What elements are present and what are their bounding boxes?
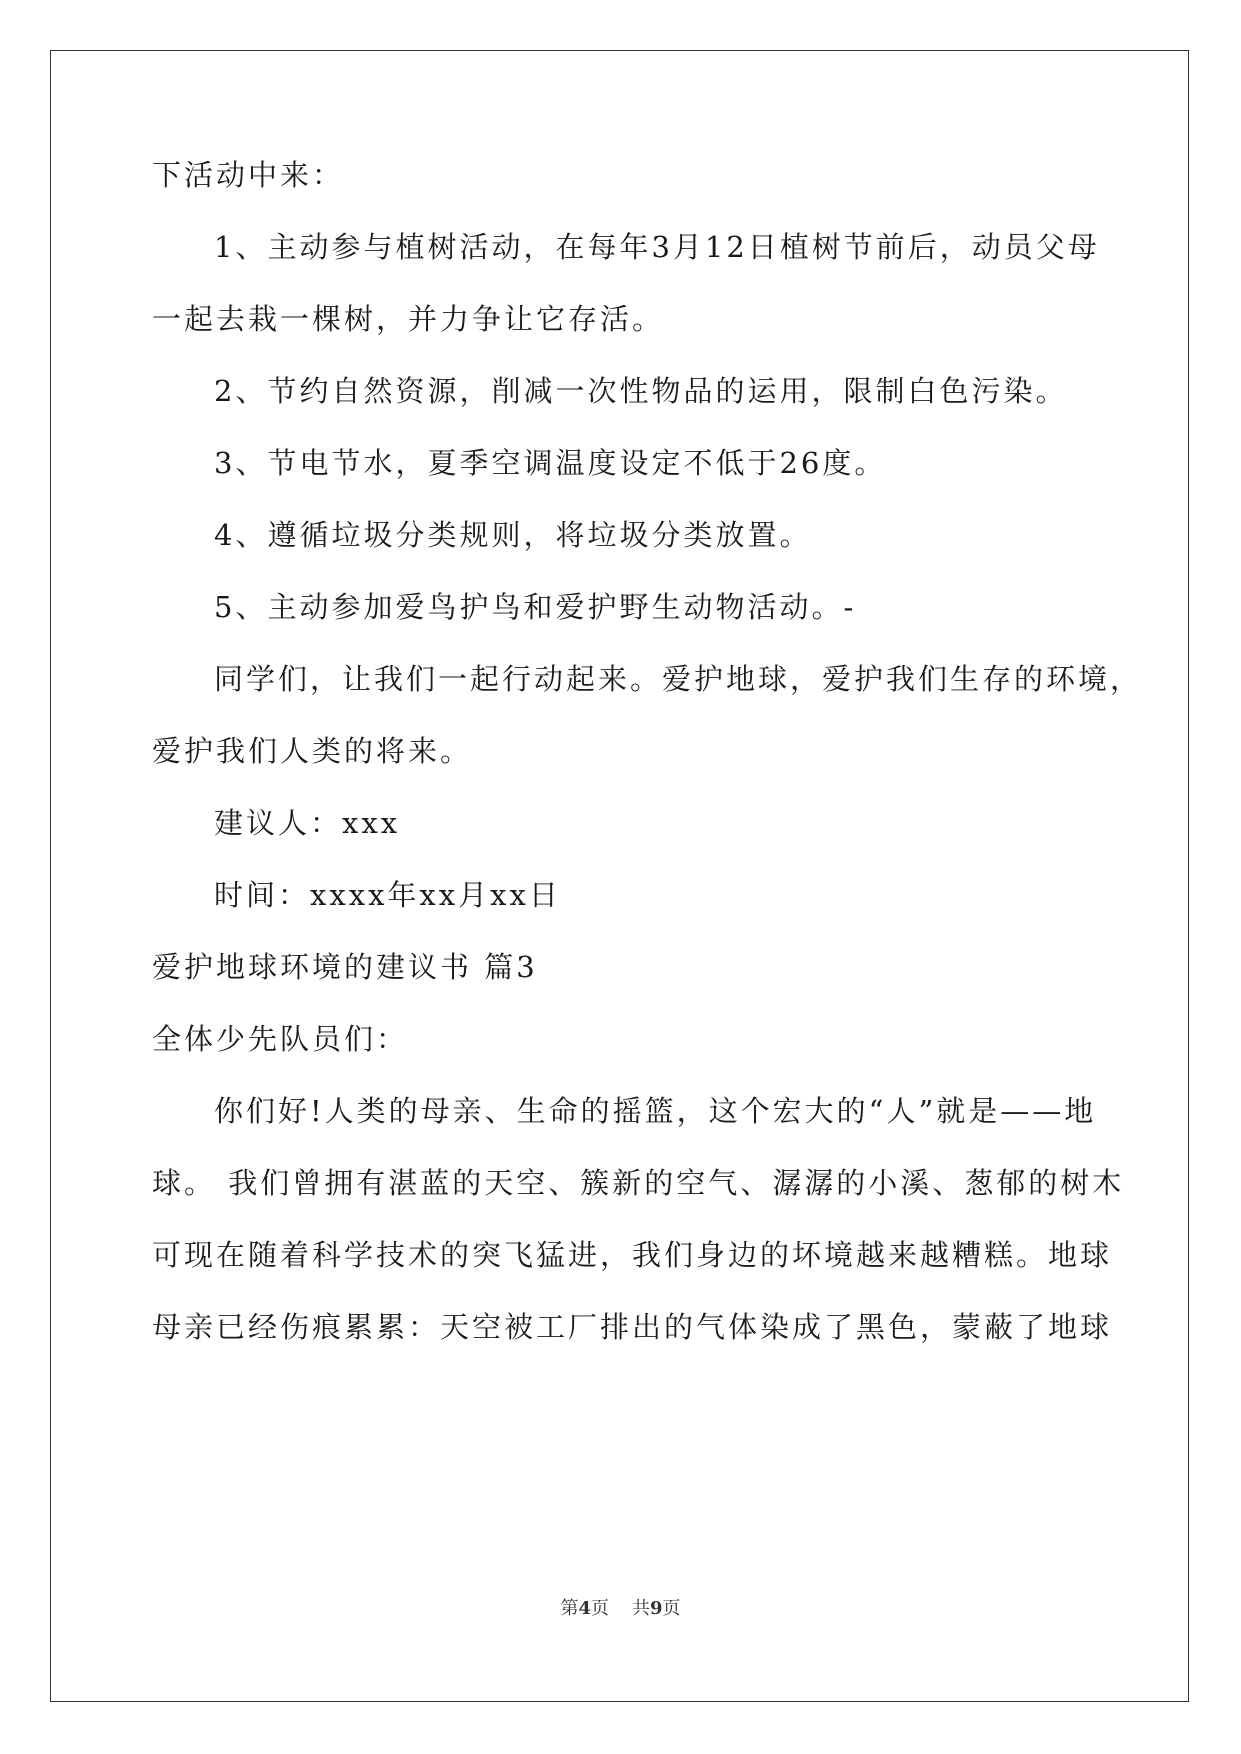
text-line-16: 可现在随着科学技术的突飞猛进，我们身边的坏境越来越糟糕。地球 xyxy=(152,1238,1113,1272)
date-line: 时间：xxxx年xx月xx日 xyxy=(214,878,561,912)
text-line-8: 同学们，让我们一起行动起来。爱护地球，爱护我们生存的环境， xyxy=(214,662,1143,696)
footer-total-suffix: 页 xyxy=(662,1598,681,1619)
footer-page-prefix: 第 xyxy=(560,1598,579,1619)
text-line-6: 4、遵循垃圾分类规则，将垃圾分类放置。 xyxy=(214,518,812,552)
text-line-7: 5、主动参加爱鸟护鸟和爱护野生动物活动。- xyxy=(214,590,857,624)
text-line-3: 一起去栽一棵树，并力争让它存活。 xyxy=(152,302,665,336)
footer-current-page: 4 xyxy=(578,1598,592,1619)
text-line-9: 爱护我们人类的将来。 xyxy=(152,734,473,768)
text-line-1: 下活动中来： xyxy=(152,158,345,192)
section-heading: 爱护地球环境的建议书 篇3 xyxy=(152,950,538,984)
proposer-line: 建议人：xxx xyxy=(214,806,401,840)
text-line-5: 3、节电节水，夏季空调温度设定不低于26度。 xyxy=(214,446,887,480)
footer-total-prefix: 共 xyxy=(631,1598,650,1619)
footer-page-suffix: 页 xyxy=(591,1598,610,1619)
text-line-2: 1、主动参与植树活动，在每年3月12日植树节前后，动员父母 xyxy=(214,230,1100,264)
text-line-15: 球。 我们曾拥有湛蓝的天空、簇新的空气、潺潺的小溪、葱郁的树木 xyxy=(152,1166,1125,1200)
footer-total-pages: 9 xyxy=(649,1598,663,1619)
page-footer xyxy=(0,1597,1241,1621)
salutation-line: 全体少先队员们： xyxy=(152,1022,409,1056)
text-line-17: 母亲已经伤痕累累：天空被工厂排出的气体染成了黑色，蒙蔽了地球 xyxy=(152,1310,1113,1344)
text-line-14: 你们好!人类的母亲、生命的摇篮，这个宏大的“人”就是——地 xyxy=(214,1094,1097,1128)
text-line-4: 2、节约自然资源，削减一次性物品的运用，限制白色污染。 xyxy=(214,374,1068,408)
